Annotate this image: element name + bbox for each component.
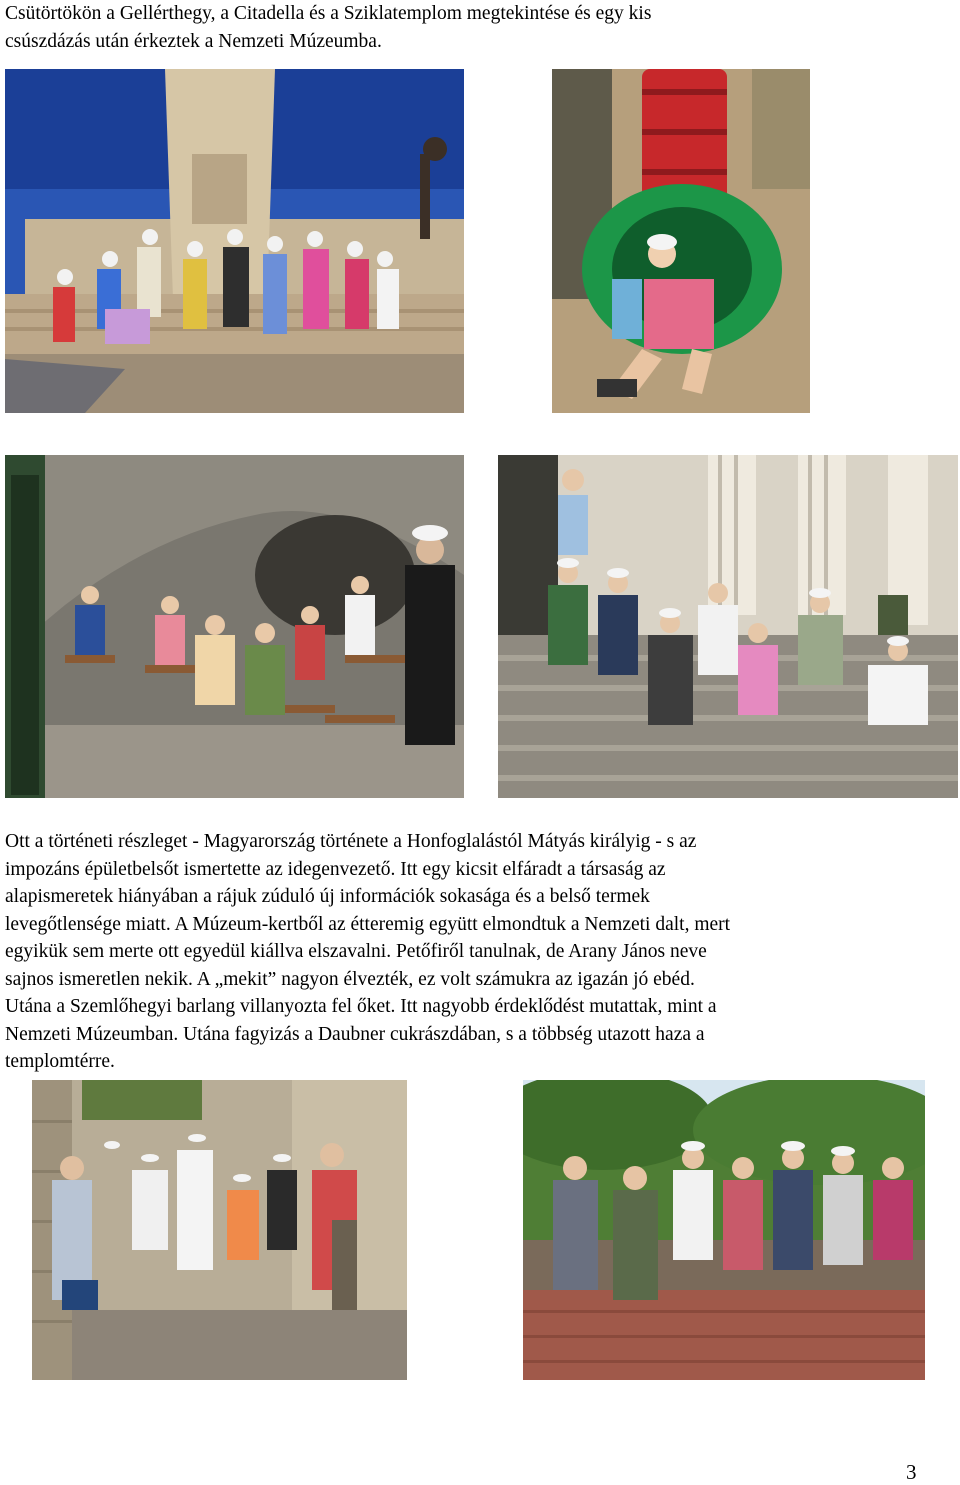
main-line-8: Nemzeti Múzeumban. Utána fagyizás a Daubner cukrászdában, s a többség utazott haza a [5, 1023, 705, 1045]
main-line-3: alapismeretek hiányában a rájuk zúduló új információk sokasága és a belső termek [5, 886, 650, 907]
main-line-9: templomtérre. [5, 1051, 115, 1072]
intro-paragraph [5, 0, 955, 55]
main-line-7: Utána a Szemlőhegyi barlang villanyozta fel őket. Itt nagyobb érdeklődést mutattak, mint a [5, 996, 717, 1017]
page-number: 3 [906, 1460, 917, 1484]
intro-line-1: Csütörtökön a Gellérthegy, a Citadella és a Sziklatemplom megtekintése és egy kis [5, 3, 652, 24]
main-line-1: Ott a történeti részleget - Magyarország története a Honfoglalástól Mátyás királyig - s az [5, 831, 697, 852]
main-paragraph [5, 828, 955, 1076]
main-line-4: levegőtlensége miatt. A Múzeum-kertből az étteremig együtt elmondtuk a Nemzeti dalt, mert [5, 913, 731, 935]
photo-cave-church [5, 455, 464, 798]
intro-line-2: csúszdázás után érkeztek a Nemzeti Múzeumba. [5, 30, 382, 52]
main-line-6: sajnos ismeretlen nekik. A „mekit” nagyon élvezték, ez volt számukra az igazán jó ebéd. [5, 968, 695, 990]
photo-ice-cream [523, 1080, 925, 1380]
main-line-5: egyikük sem merte ott egyedül kiállva elszavalni. Petőfiről tanulnak, de Arany János neve [5, 941, 707, 962]
photo-museum-steps [498, 455, 958, 798]
photo-stairway-group [32, 1080, 407, 1380]
photo-slide [552, 69, 810, 413]
photo-citadella-group [5, 69, 464, 413]
main-line-2: impozáns épületbelsőt ismertette az idegenvezető. Itt egy kicsit elfáradt a társaság az [5, 858, 666, 880]
